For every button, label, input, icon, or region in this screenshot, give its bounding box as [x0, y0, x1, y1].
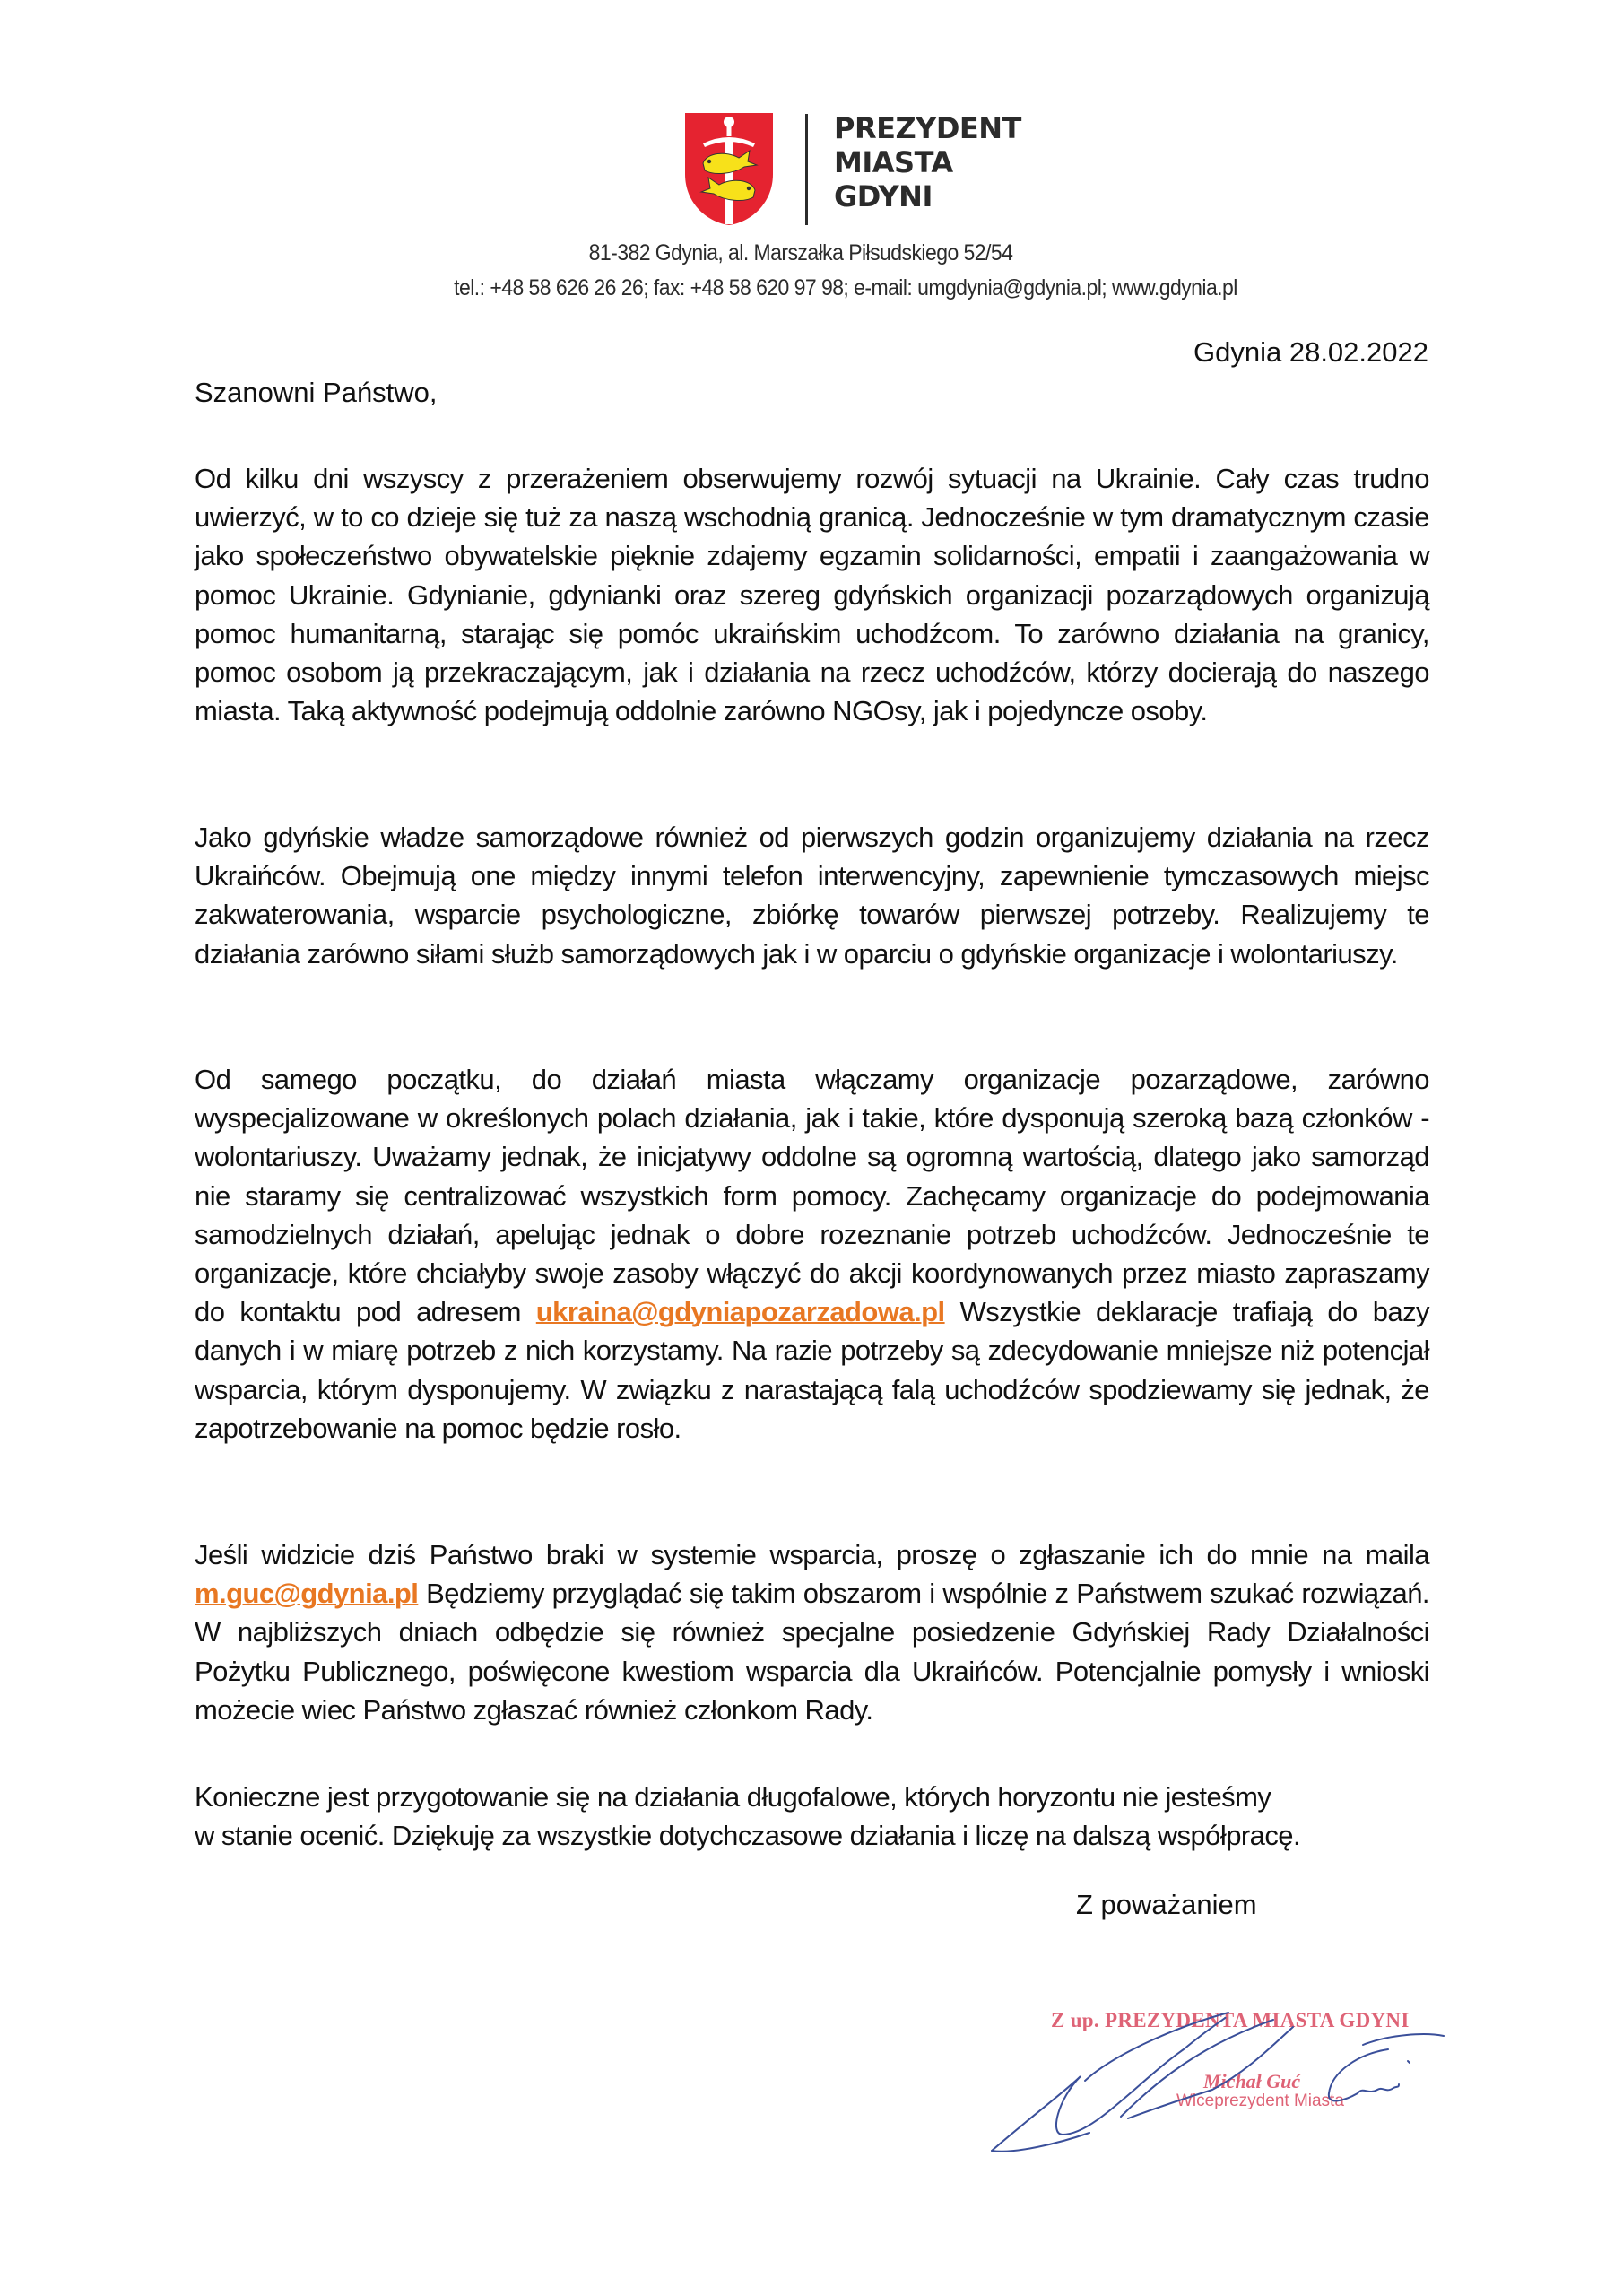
- official-stamp: [1031, 1973, 1462, 2170]
- letterhead-divider: [805, 114, 808, 225]
- email-link-ukraina[interactable]: ukraina@gdyniapozarzadowa.pl: [535, 1296, 945, 1328]
- paragraph-3: [195, 1060, 1429, 1448]
- paragraph-5: [195, 1778, 1429, 1855]
- paragraph-2: Jako gdyńskie władze samorządowe również od pierwszych godzin organizujemy działania na rzecz Ukraińców. Obejmują one między innymi telefon interwencyjny, zapewnienie tymczasowych miejsc zakwaterowania, wsparcie psychologiczne, zbiórkę towarów pierwszej potrzeby. Realizujemy te działania zarówno siłami służb samorządowych jak i w oparciu o gdyńskie organizacje i wolontariuszy.: [195, 822, 1429, 970]
- gdynia-coat-of-arms-icon: [683, 111, 775, 226]
- paragraph-4-text-cont: Będziemy przyglądać się takim obszarom i wspólnie z Państwem szukać rozwiązań. W najbliższych dniach odbędzie się również specjalne posiedzenie Gdyńskiej Rady Działalności Pożytku Publicznego, poświęcone kwestiom wsparcia dla Ukraińców. Potencjalnie pomysły i wnioski możecie wiec Państwo zgłaszać również członkom Rady.: [195, 1578, 1429, 1726]
- stamp-signatory-title: Wiceprezydent Miasta: [1176, 2092, 1344, 2110]
- paragraph-5-line: w stanie ocenić. Dziękuję za wszystkie dotychczasowe działania i liczę na dalszą współpracę.: [195, 1820, 1301, 1852]
- salutation: Szanowni Państwo,: [195, 377, 438, 408]
- paragraph-4-text: Jeśli widzicie dziś Państwo braki w systemie wsparcia, proszę o zgłaszanie ich do mnie na maila: [195, 1539, 1429, 1570]
- letterhead-title-line: GDYNI: [834, 179, 933, 213]
- paragraph-5-line: Konieczne jest przygotowanie się na działania długofalowe, których horyzontu nie jesteśmy: [195, 1781, 1271, 1813]
- letter-date: Gdynia 28.02.2022: [1193, 336, 1428, 368]
- paragraph-1: Od kilku dni wszyscy z przerażeniem obserwujemy rozwój sytuacji na Ukrainie. Cały czas trudno uwierzyć, w to co dzieje się tuż za naszą wschodnią granicą. Jednocześnie w tym dramatycznym czasie jako społeczeństwo obywatelskie pięknie zdajemy egzamin solidarności, empatii i zaangażowania w pomoc Ukrainie. Gdynianie, gdynianki oraz szereg gdyńskich organizacji pozarządowych organizują pomoc humanitarną, starając się pomóc ukraińskim uchodźcom. To zarówno działania na granicy, pomoc osobom ją przekraczającym, jak i działania na rzecz uchodźców, którzy docierają do naszego miasta. Taką aktywność podejmują oddolnie zarówno NGOsy, jak i pojedyncze osoby.: [195, 463, 1429, 727]
- paragraph-3-text: Od samego początku, do działań miasta włączamy organizacje pozarządowe, zarówno wyspecjalizowane w określonych polach działania, jak i takie, które dysponują szeroką bazą członków - wolontariuszy. Uważamy jednak, że inicjatywy oddolne są ogromną wartością, dlatego jako samorząd nie staramy się centralizować wszystkich form pomocy. Zachęcamy organizacje do podejmowania samodzielnych działań, apelując jednak o dobre rozeznanie potrzeb uchodźców. Jednocześnie te organizacje, które chciałyby swoje zasoby włączyć do akcji koordynowanych przez miasto zapraszamy do kontaktu pod adresem: [195, 1064, 1429, 1328]
- email-link-mguc[interactable]: m.guc@gdynia.pl: [195, 1578, 419, 1610]
- letterhead-contact: tel.: +48 58 626 26 26; fax: +48 58 620 97 98; e-mail: umgdynia@gdynia.pl; www.gdynia.pl: [454, 275, 1237, 300]
- paragraph-4: [195, 1535, 1429, 1729]
- stamp-authority: Z up. PREZYDENTA MIASTA GDYNI: [1051, 2009, 1410, 2031]
- letterhead-title-line: PREZYDENT: [834, 111, 1021, 145]
- letterhead: [0, 0, 1623, 323]
- letterhead-title: [834, 111, 1021, 213]
- closing: Z poważaniem: [1076, 1889, 1257, 1920]
- letterhead-address: 81-382 Gdynia, al. Marszałka Piłsudskiego 52/54: [588, 240, 1013, 265]
- stamp-signatory-name: Michał Guć: [1203, 2070, 1301, 2092]
- letterhead-title-line: MIASTA: [834, 145, 953, 179]
- paragraph-3-text-cont: Wszystkie deklaracje trafiają do bazy danych i w miarę potrzeb z nich korzystamy. Na razie potrzeby są zdecydowanie mniejsze niż potencjał wsparcia, którym dysponujemy. W związku z narastającą falą uchodźców spodziewamy się jednak, że zapotrzebowanie na pomoc będzie rosło.: [195, 1296, 1429, 1444]
